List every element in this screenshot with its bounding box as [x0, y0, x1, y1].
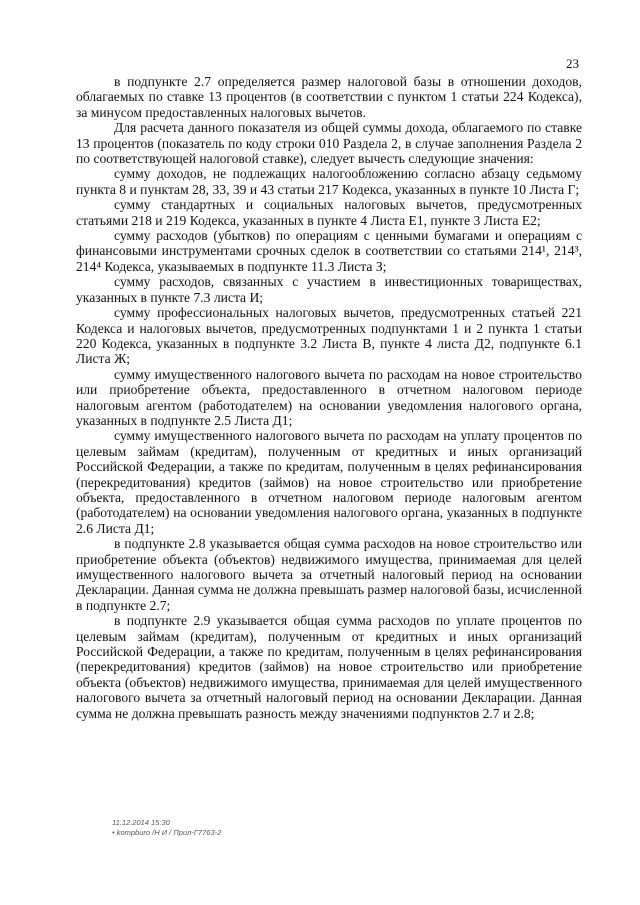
footer-file-reference: • kompburo /Н И / Прил-Г7763-2: [112, 828, 222, 837]
paragraph-9: сумму имущественного налогового вычета по расходам на уплату процентов по целевым займам (кредитам), полученным от кредитных и иных организаций Российской Федерации, а также по кредитам, полученным в целях рефинансирования (перекредитования) кредитов (займов) на новое строительство или приобретение объекта, предоставленного в отчетном налоговом периоде налоговым агентом (работодателем) на основании уведомления налогового органа, указанных в подпункте 2.6 Листа Д1;: [76, 428, 582, 536]
paragraph-5: сумму расходов (убытков) по операциям с ценными бумагами и операциям с финансовыми инструментами срочных сделок в соответствии со статьями 214¹, 214³, 214⁴ Кодекса, указываемых в подпункте 11.3 Листа З;: [76, 228, 582, 274]
footer-timestamp: 11.12.2014 15:30: [112, 818, 170, 827]
paragraph-8: сумму имущественного налогового вычета по расходам на новое строительство или приобретение объекта, предоставленного в отчетном налоговом периоде налоговым агентом (работодателем) на основании уведомления налогового органа, указанных в подпункте 2.5 Листа Д1;: [76, 366, 582, 428]
paragraph-6: сумму расходов, связанных с участием в инвестиционных товариществах, указанных в пункте 7.3 листа И;: [76, 274, 582, 305]
paragraph-4: сумму стандартных и социальных налоговых вычетов, предусмотренных статьями 218 и 219 Кодекса, указанных в пункте 4 Листа Е1, пункте 3 Листа Е2;: [76, 197, 582, 228]
paragraph-2: Для расчета данного показателя из общей суммы дохода, облагаемого по ставке 13 процентов (показатель по коду строки 010 Раздела 2, в случае заполнения Раздела 2 по соответствующей налоговой ставке), следует вычесть следующие значения:: [76, 120, 582, 167]
page-number: 23: [566, 56, 579, 71]
paragraph-3: сумму доходов, не подлежащих налогообложению согласно абзацу седьмому пункта 8 и пунктам 28, 33, 39 и 43 статьи 217 Кодекса, указанных в пункте 10 Листа Г;: [76, 166, 582, 197]
paragraph-1: в подпункте 2.7 определяется размер налоговой базы в отношении доходов, облагаемых по ставке 13 процентов (в соответствии с пунктом 1 статьи 224 Кодекса), за минусом предоставленных налоговых вычетов.: [76, 74, 582, 120]
paragraph-11: в подпункте 2.9 указывается общая сумма расходов по уплате процентов по целевым займам (кредитам), полученным от кредитных и иных организаций Российской Федерации, а также по кредитам, полученным в целях рефинансирования (перекредитования) кредитов (займов) на новое строительство или приобретение объекта (объектов) недвижимого имущества, принимаемая для целей имущественного налогового вычета за отчетный налоговый период на основании Декларации. Данная сумма не должна превышать разность между значениями подпунктов 2.7 и 2.8;: [76, 613, 582, 721]
paragraph-10: в подпункте 2.8 указывается общая сумма расходов на новое строительство или приобретение объекта (объектов) недвижимого имущества, принимаемая для целей имущественного налогового вычета за отчетный налоговый период на основании Декларации. Данная сумма не должна превышать размер налоговой базы, исчисленной в подпункте 2.7;: [76, 536, 582, 613]
footer-stamp: [112, 818, 221, 838]
document-body: [76, 74, 582, 721]
paragraph-7: сумму профессиональных налоговых вычетов, предусмотренных статьей 221 Кодекса и налоговых вычетов, предусмотренных подпунктами 1 и 2 пункта 1 статьи 220 Кодекса, указанных в подпункте 3.2 Листа В, пункте 4 листа Д2, подпункте 6.1 Листа Ж;: [76, 305, 582, 367]
